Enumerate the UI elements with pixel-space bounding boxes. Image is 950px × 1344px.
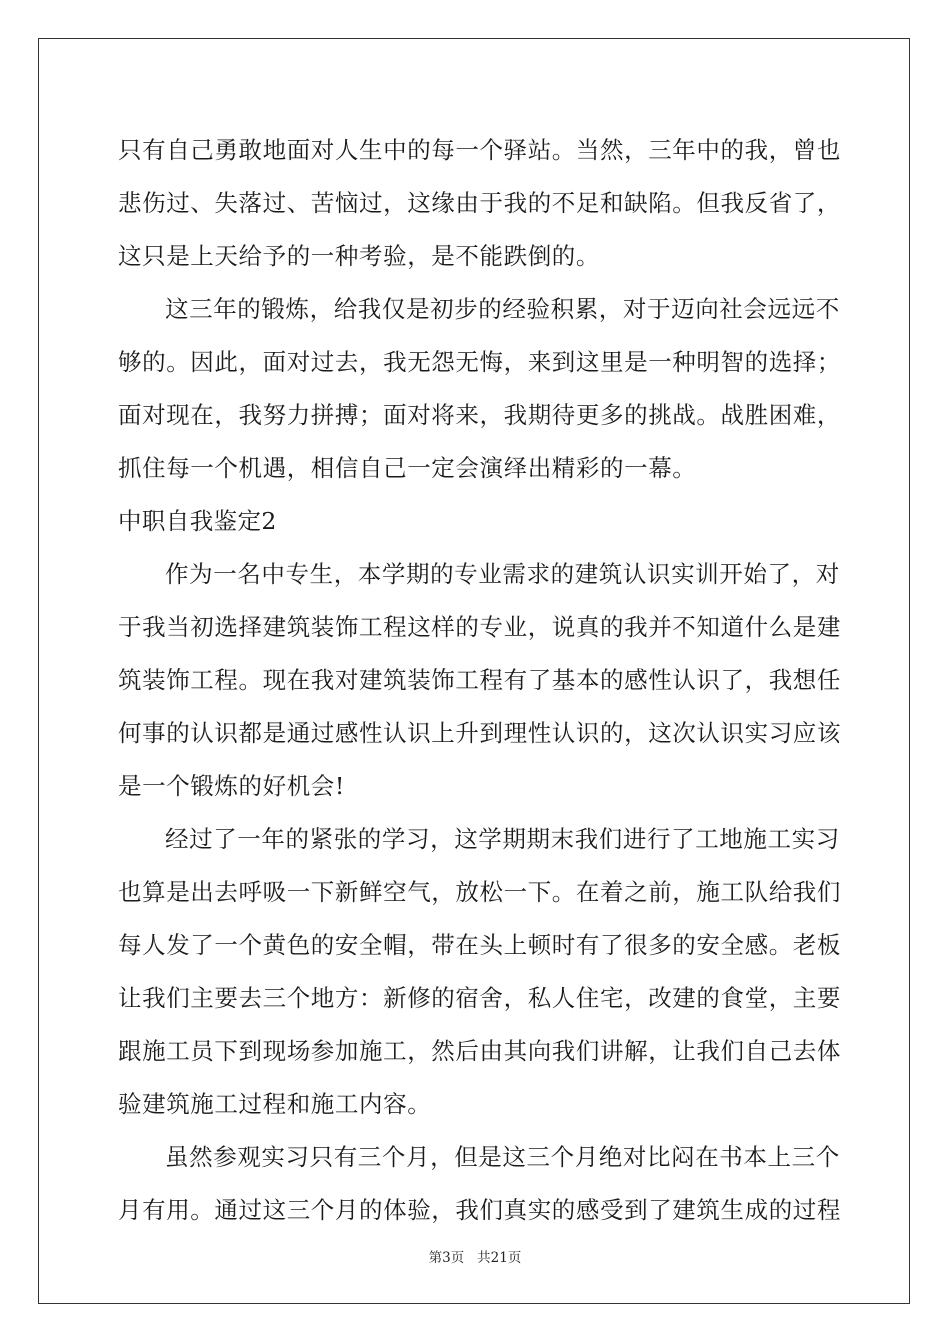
paragraph-line: 筑装饰工程。现在我对建筑装饰工程有了基本的感性认识了，我想任: [118, 666, 841, 694]
document-body: [118, 124, 841, 1237]
page-total: 共21页: [477, 1250, 522, 1266]
paragraph-line: 于我当初选择建筑装饰工程这样的专业，说真的我并不知道什么是建: [118, 613, 841, 641]
paragraph-line: 虽然参观实习只有三个月，但是这三个月绝对比闷在书本上三个: [165, 1143, 840, 1171]
paragraph-line: 这只是上天给予的一种考验，是不能跌倒的。: [118, 242, 600, 270]
paragraph-line: 每人发了一个黄色的安全帽，带在头上顿时有了很多的安全感。老板: [118, 931, 841, 959]
paragraph-line: 是一个锻炼的好机会!: [118, 772, 345, 800]
paragraph-line: 何事的认识都是通过感性认识上升到理性认识的，这次认识实习应该: [118, 719, 841, 747]
paragraph-line: 抓住每一个机遇，相信自己一定会演绎出精彩的一幕。: [118, 454, 697, 482]
paragraph-line: 只有自己勇敢地面对人生中的每一个驿站。当然，三年中的我，曾也: [118, 136, 841, 164]
section-heading: 中职自我鉴定2: [118, 507, 277, 535]
page-footer: [0, 1246, 950, 1266]
paragraph-line: 这三年的锻炼，给我仅是初步的经验积累，对于迈向社会远远不: [165, 295, 840, 323]
page-number: 第3页: [428, 1250, 465, 1266]
paragraph-line: 也算是出去呼吸一下新鲜空气，放松一下。在着之前，施工队给我们: [118, 878, 841, 906]
paragraph-line: 够的。因此，面对过去，我无怨无悔，来到这里是一种明智的选择；: [118, 348, 841, 376]
paragraph-line: 经过了一年的紧张的学习，这学期期末我们进行了工地施工实习: [165, 825, 840, 853]
paragraph-line: 悲伤过、失落过、苦恼过，这缘由于我的不足和缺陷。但我反省了，: [118, 189, 841, 217]
paragraph-line: 验建筑施工过程和施工内容。: [118, 1090, 432, 1118]
paragraph-line: 让我们主要去三个地方：新修的宿舍，私人住宅，改建的食堂，主要: [118, 984, 841, 1012]
paragraph-line: 面对现在，我努力拼搏；面对将来，我期待更多的挑战。战胜困难，: [118, 401, 841, 429]
paragraph-line: 月有用。通过这三个月的体验，我们真实的感受到了建筑生成的过程: [118, 1196, 841, 1224]
paragraph-line: 作为一名中专生，本学期的专业需求的建筑认识实训开始了，对: [165, 560, 840, 588]
paragraph-line: 跟施工员下到现场参加施工，然后由其向我们讲解，让我们自己去体: [118, 1037, 841, 1065]
